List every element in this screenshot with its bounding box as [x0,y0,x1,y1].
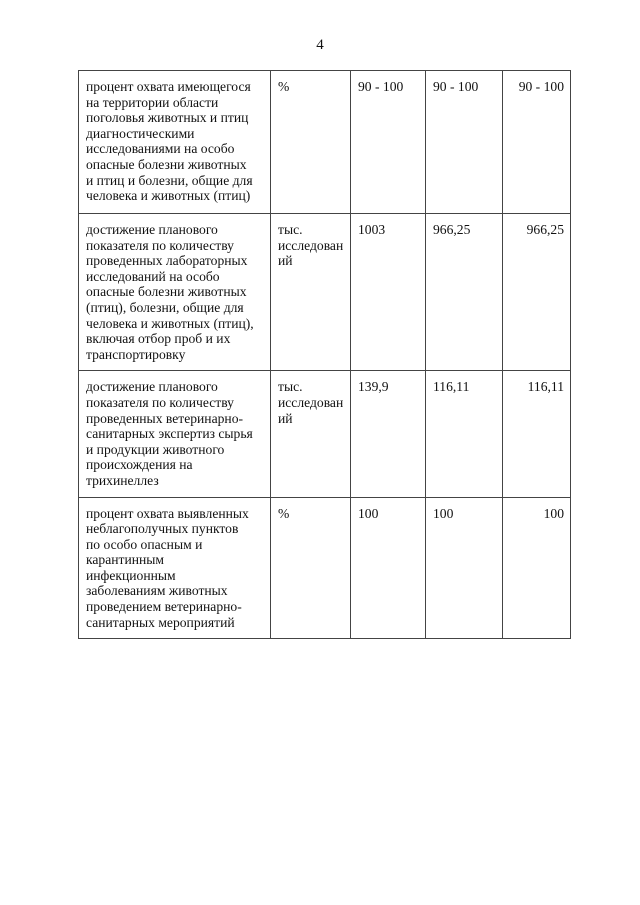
unit-cell: % [271,497,351,639]
value-cell-1: 90 - 100 [351,71,426,214]
value-cell-1: 139,9 [351,371,426,497]
value-cell-3: 116,11 [503,371,571,497]
value-cell-2: 966,25 [426,214,503,371]
value-cell-2: 100 [426,497,503,639]
indicator-cell: процент охвата выявленных неблагополучных пунктов по особо опасным и карантинным инфекционным заболеваниям животных проведением ветеринарно- санитарных мероприятий [79,497,271,639]
value-cell-2: 116,11 [426,371,503,497]
value-cell-1: 1003 [351,214,426,371]
page-number: 4 [316,37,324,53]
indicators-table [78,70,571,639]
indicator-cell: процент охвата имеющегося на территории области поголовья животных и птиц диагностическими исследованиями на особо опасные болезни животных и птиц и болезни, общие для человека и животных (птиц) [79,71,271,214]
table-row [79,71,571,214]
table-row [79,214,571,371]
value-cell-1: 100 [351,497,426,639]
unit-cell: тыс. исследован ий [271,214,351,371]
unit-cell: % [271,71,351,214]
unit-cell: тыс. исследован ий [271,371,351,497]
table-row [79,497,571,639]
indicator-cell: достижение планового показателя по количеству проведенных ветеринарно- санитарных экспертиз сырья и продукции животного происхождения на трихинеллез [79,371,271,497]
value-cell-3: 966,25 [503,214,571,371]
value-cell-3: 100 [503,497,571,639]
table-row [79,371,571,497]
value-cell-3: 90 - 100 [503,71,571,214]
value-cell-2: 90 - 100 [426,71,503,214]
indicator-cell: достижение планового показателя по количеству проведенных лабораторных исследований на особо опасные болезни животных (птиц), болезни, общие для человека и животных (птиц), включая отбор проб и их транспортировку [79,214,271,371]
